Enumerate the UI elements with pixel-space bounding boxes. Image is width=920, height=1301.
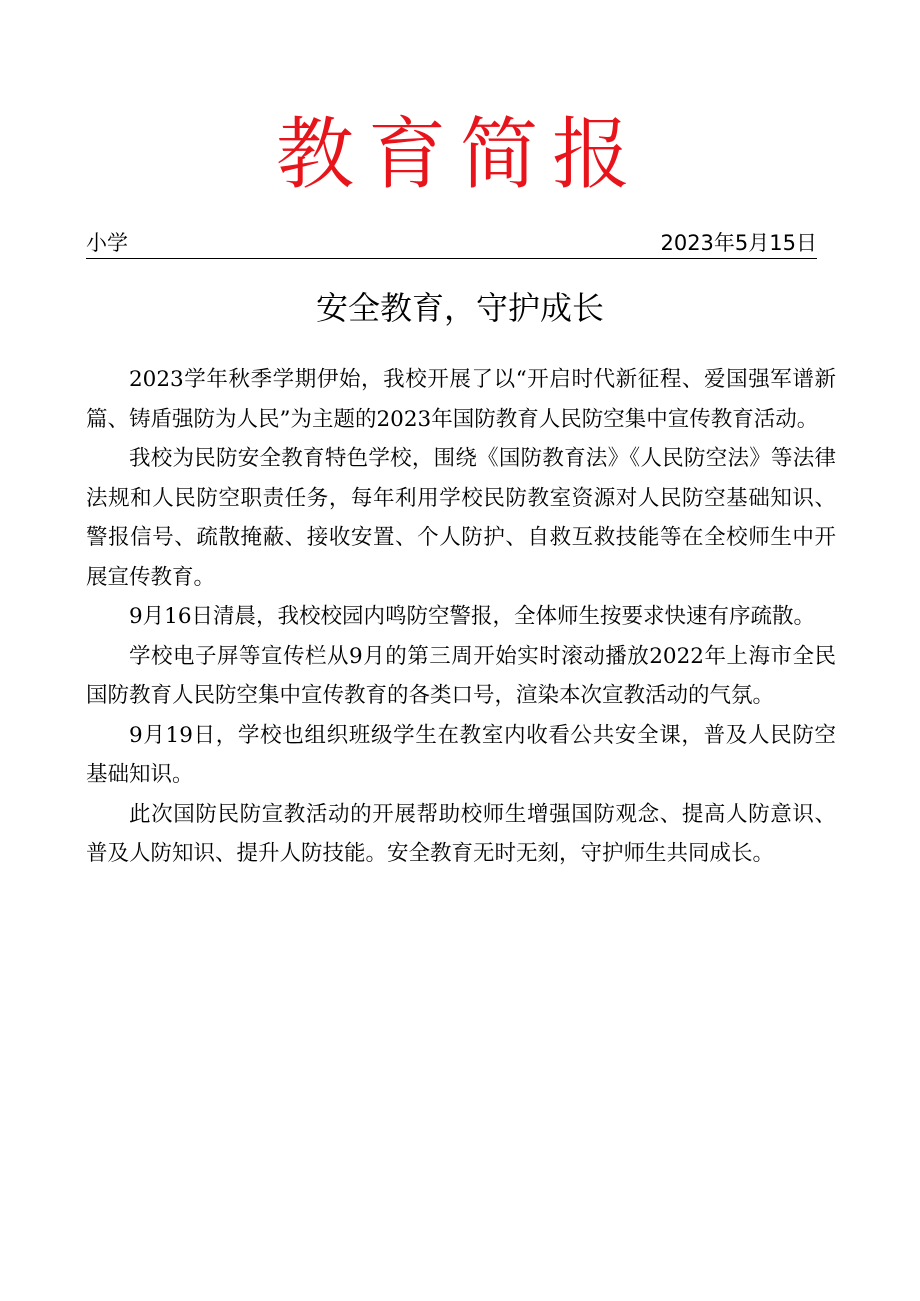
paragraph: 此次国防民防宣教活动的开展帮助校师生增强国防观念、提高人防意识、普及人防知识、提升人防技能。安全教育无时无刻，守护师生共同成长。 [86,801,836,866]
paragraph: 9月19日，学校也组织班级学生在教室内收看公共安全课，普及人民防空基础知识。 [86,722,836,787]
paragraph: 我校为民防安全教育特色学校，围绕《国防教育法》《人民防空法》等法律法规和人民防空职责任务，每年利用学校民防教室资源对人民防空基础知识、警报信号、疏散掩蔽、接收安置、个人防护、自救互救技能等在全校师生中开展宣传教育。 [86,446,836,590]
article-body [86,360,836,874]
issue-date: 2023年5月15日 [660,231,817,255]
article-title: 安全教育，守护成长 [315,289,604,327]
paragraph: 2023学年秋季学期伊始，我校开展了以“开启时代新征程、爱国强军谱新篇、铸盾强防为人民”为主题的2023年国防教育人民防空集中宣传教育活动。 [86,367,836,432]
school-name: 小学 [86,231,128,255]
paragraph: 学校电子屏等宣传栏从9月的第三周开始实时滚动播放2022年上海市全民国防教育人民防空集中宣传教育的各类口号，渲染本次宣教活动的气氛。 [86,643,836,708]
header-rule [86,228,817,259]
paragraph: 9月16日清晨，我校校园内鸣防空警报，全体师生按要求快速有序疏散。 [129,604,816,629]
masthead-title: 教育简报 [275,110,644,200]
